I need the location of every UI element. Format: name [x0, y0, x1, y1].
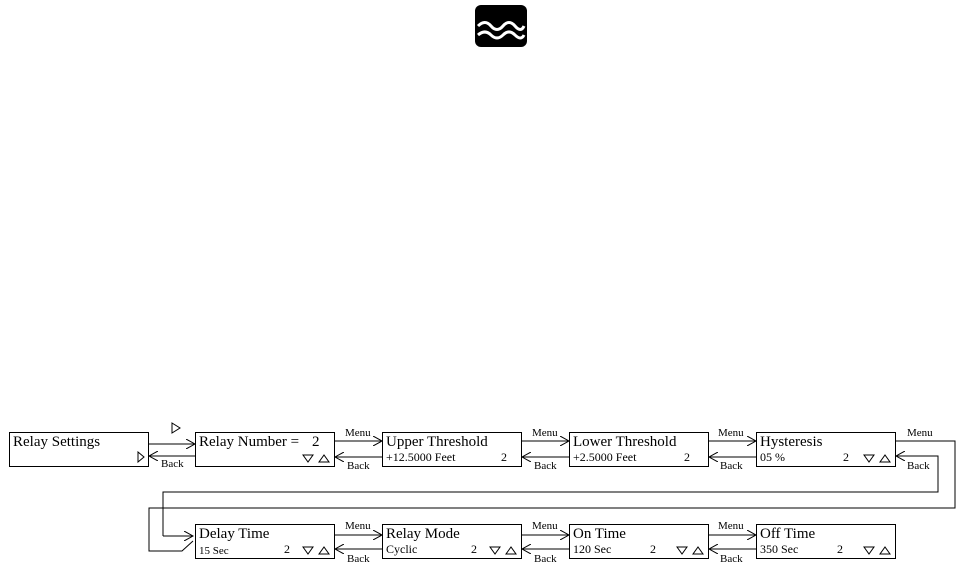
down-arrow-icon — [863, 545, 875, 555]
up-arrow-icon — [879, 453, 891, 463]
menu-label: Menu — [718, 427, 744, 439]
box-hysteresis — [756, 432, 896, 467]
relay-num: 2 — [650, 542, 656, 556]
box-relay-number — [195, 432, 335, 467]
box-relay-mode — [382, 524, 522, 559]
box-value: 05 % — [760, 450, 785, 464]
up-arrow-icon — [879, 545, 891, 555]
relay-num: 2 — [837, 542, 843, 556]
box-title: Lower Threshold — [573, 434, 677, 450]
up-arrow-icon — [692, 545, 704, 555]
box-relay-settings — [9, 432, 149, 467]
down-arrow-icon — [302, 453, 314, 463]
box-value: Cyclic — [386, 542, 418, 556]
up-arrow-icon — [505, 545, 517, 555]
menu-label: Menu — [345, 520, 371, 532]
relay-num: 2 — [471, 542, 477, 556]
back-label: Back — [534, 553, 557, 565]
box-title: Relay Number = — [199, 434, 300, 450]
back-label: Back — [347, 553, 370, 565]
box-lower-threshold — [569, 432, 709, 467]
relay-num: 2 — [684, 450, 690, 464]
box-title: Relay Settings — [13, 434, 101, 450]
menu-label: Menu — [532, 520, 558, 532]
back-label: Back — [720, 553, 743, 565]
select-triangle-icon — [172, 423, 180, 433]
menu-label: Menu — [907, 427, 933, 439]
box-on-time — [569, 524, 709, 559]
box-title: Hysteresis — [760, 434, 823, 450]
relay-num: 2 — [284, 542, 290, 556]
down-arrow-icon — [489, 545, 501, 555]
box-value: +12.5000 Feet — [386, 450, 456, 464]
menu-label: Menu — [532, 427, 558, 439]
box-title: Off Time — [760, 526, 816, 542]
box-title: Delay Time — [199, 526, 270, 542]
relay-num: 2 — [501, 450, 507, 464]
back-label: Back — [720, 460, 743, 472]
box-value: 350 Sec — [760, 542, 799, 556]
back-label: Back — [347, 460, 370, 472]
menu-label: Menu — [345, 427, 371, 439]
box-upper-threshold — [382, 432, 522, 467]
box-value: 15 Sec — [199, 545, 229, 557]
box-title: Relay Mode — [386, 526, 460, 542]
right-triangle-icon — [137, 451, 145, 463]
box-off-time — [756, 524, 896, 559]
relay-num: 2 — [312, 434, 320, 450]
back-label: Back — [907, 460, 930, 472]
box-value: 120 Sec — [573, 542, 612, 556]
box-title: Upper Threshold — [386, 434, 488, 450]
up-arrow-icon — [318, 545, 330, 555]
back-label: Back — [161, 458, 184, 470]
down-arrow-icon — [676, 545, 688, 555]
box-value: +2.5000 Feet — [573, 450, 637, 464]
menu-label: Menu — [718, 520, 744, 532]
up-arrow-icon — [318, 453, 330, 463]
down-arrow-icon — [302, 545, 314, 555]
back-label: Back — [534, 460, 557, 472]
relay-num: 2 — [843, 450, 849, 464]
down-arrow-icon — [863, 453, 875, 463]
box-delay-time — [195, 524, 335, 559]
box-title: On Time — [573, 526, 626, 542]
